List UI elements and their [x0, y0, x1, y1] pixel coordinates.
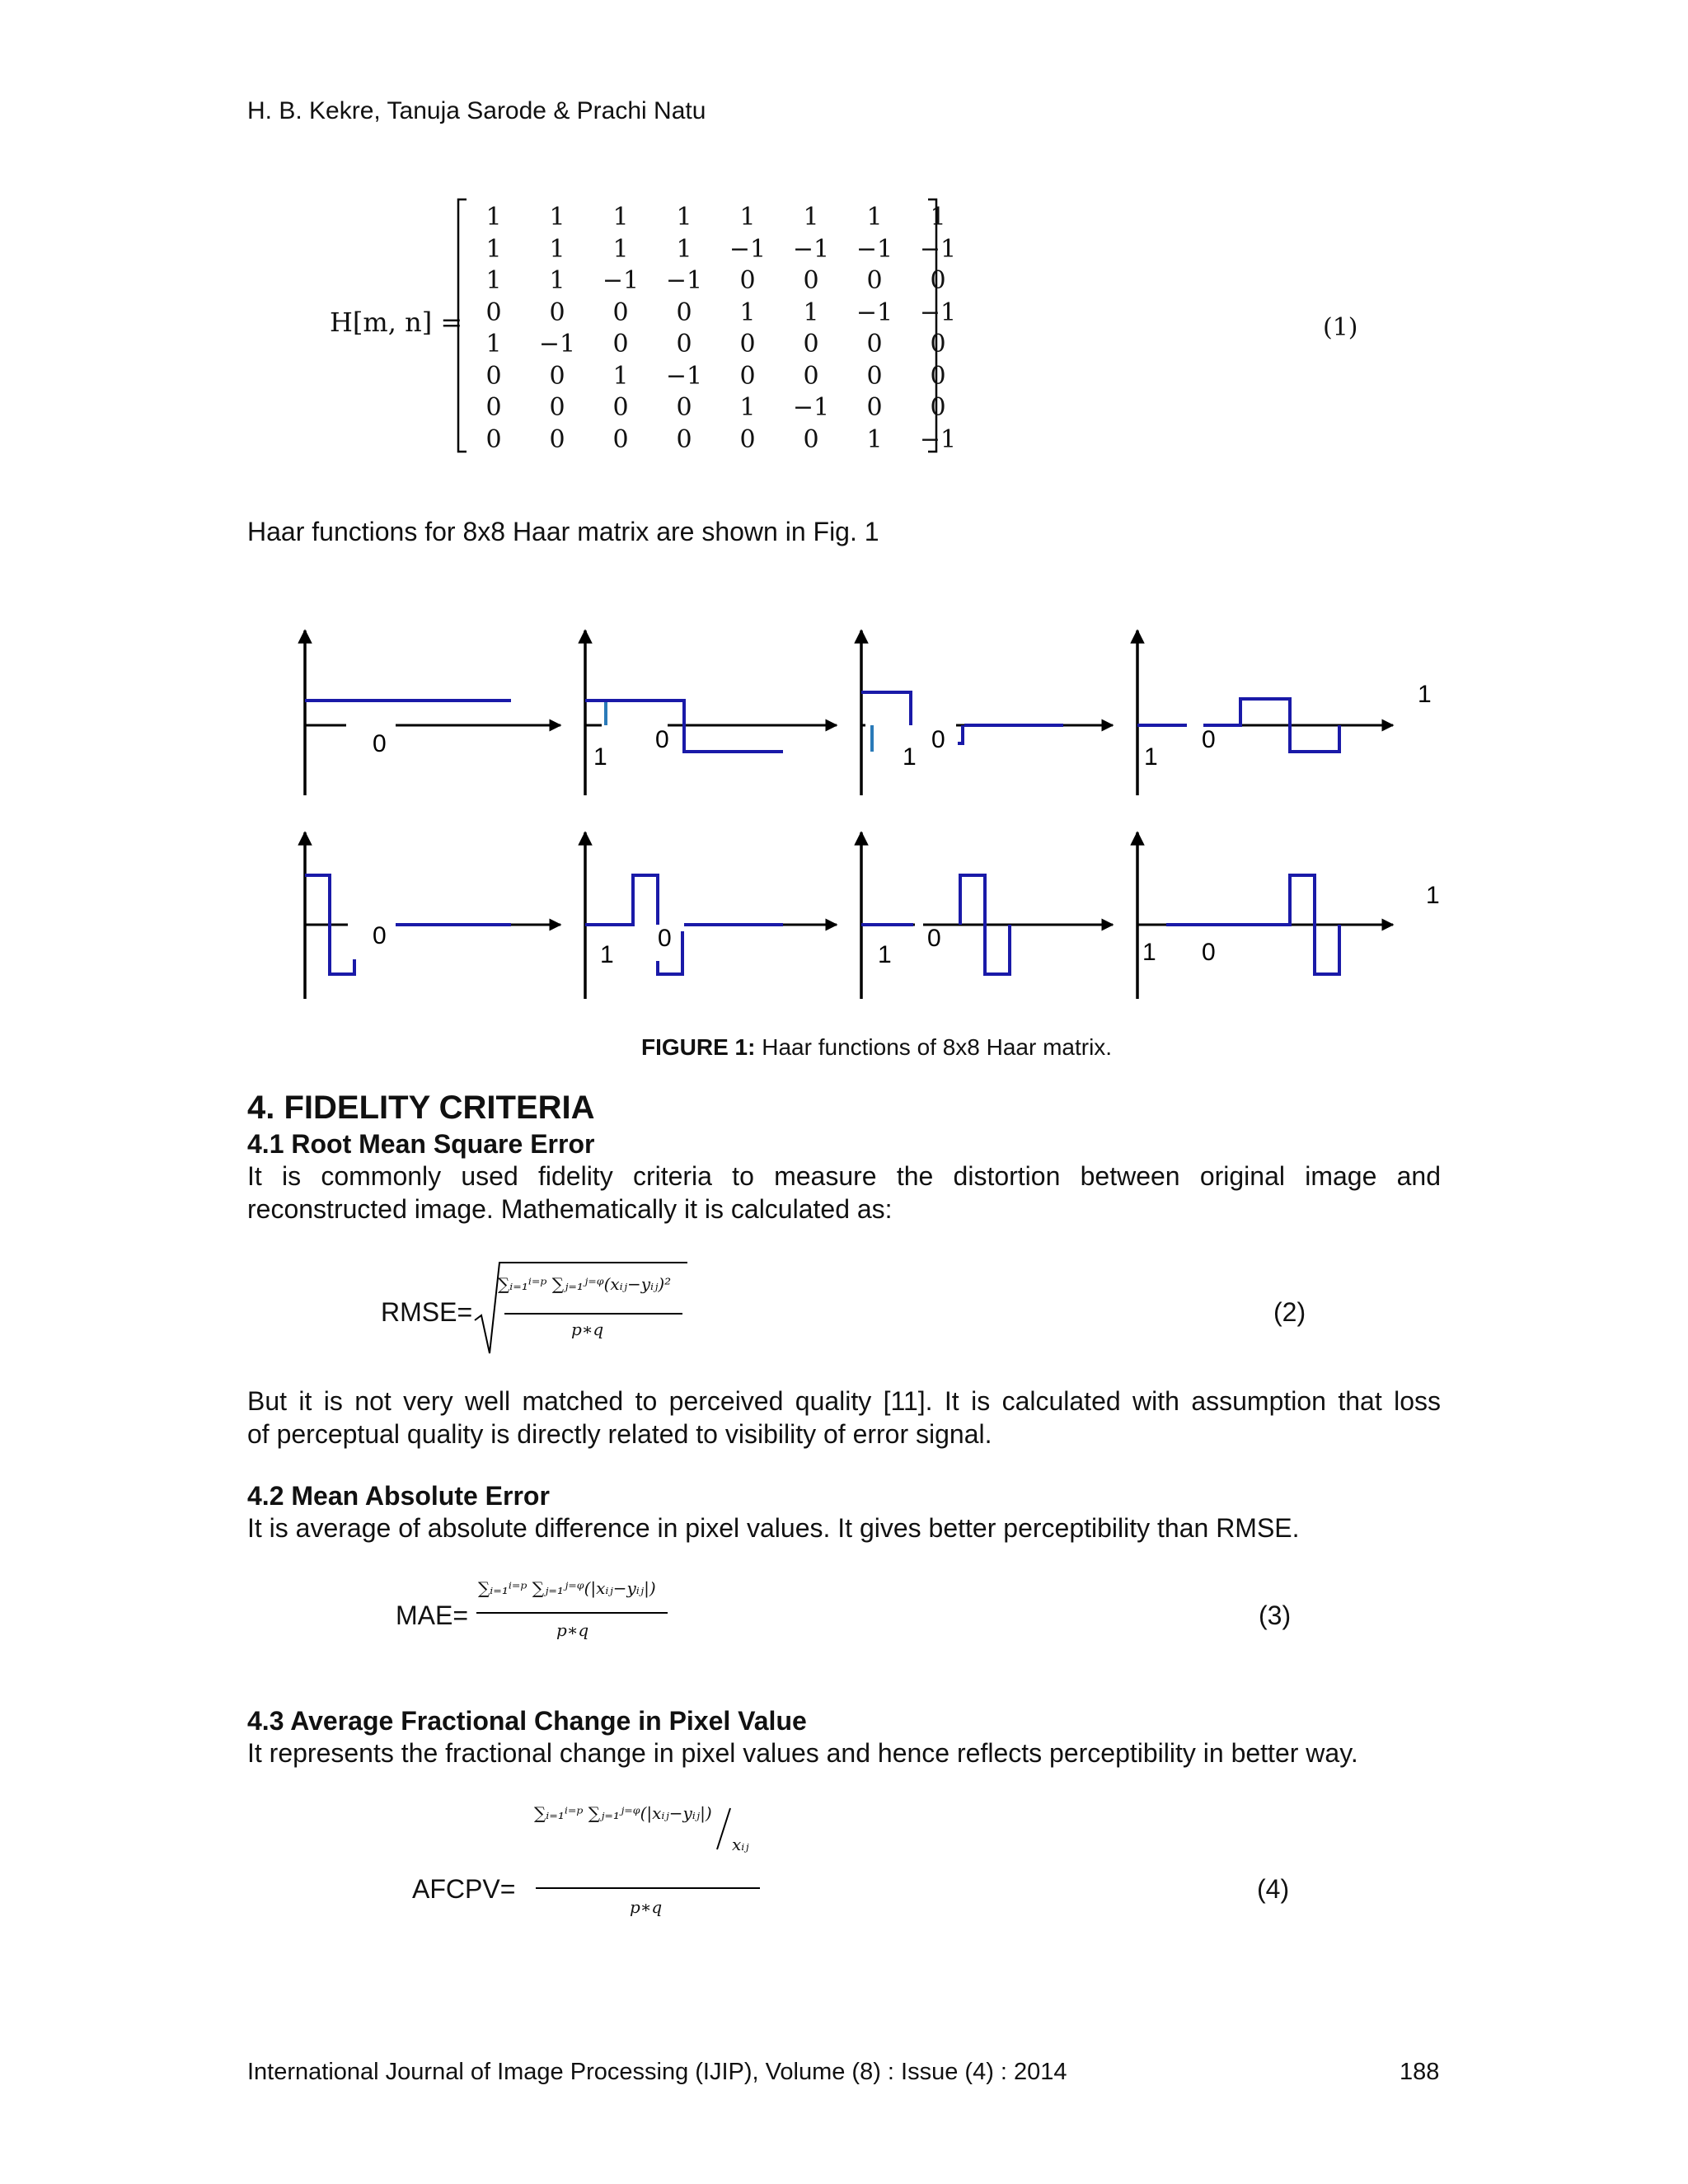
- label-p2-1: 1: [593, 743, 607, 771]
- matrix-cell: 0: [612, 298, 629, 327]
- rmse-paragraph-line2: reconstructed image. Mathematically it is calculated as:: [247, 1194, 893, 1224]
- matrix-grid: [471, 203, 957, 454]
- matrix-cell: 0: [739, 424, 756, 454]
- running-header: H. B. Kekre, Tanuja Sarode & Prachi Natu: [247, 97, 706, 124]
- matrix-cell: 0: [930, 393, 946, 422]
- matrix-cell: 1: [612, 361, 629, 391]
- figure-caption-label: FIGURE 1:: [641, 1034, 756, 1060]
- haar-functions-figure: [288, 618, 1442, 1014]
- rmse-heading: 4.1 Root Mean Square Error: [247, 1129, 595, 1159]
- matrix-cell: 0: [485, 424, 502, 454]
- rmse-paragraph-line1: It is commonly used fidelity criteria to measure the distortion between original image and: [247, 1161, 1441, 1191]
- matrix-cell: 0: [739, 330, 756, 359]
- matrix-cell: −1: [602, 266, 640, 295]
- label-p1-0: 0: [373, 730, 387, 757]
- matrix-cell: 1: [676, 234, 692, 264]
- haar-matrix-equation: [330, 198, 956, 453]
- afcpv-fraction-bar: [536, 1886, 763, 1890]
- matrix-cell: 0: [803, 266, 819, 295]
- rmse-denominator: p∗q: [571, 1319, 604, 1339]
- label-p8-0: 0: [1202, 939, 1216, 966]
- matrix-cell: 1: [549, 266, 565, 295]
- matrix-cell: 0: [549, 361, 565, 391]
- equation-number-3: (3): [1259, 1601, 1292, 1630]
- matrix-cell: 0: [612, 424, 629, 454]
- matrix-cell: 1: [549, 203, 565, 232]
- label-p4-0: 0: [1202, 726, 1216, 753]
- equation-number-4: (4): [1257, 1874, 1290, 1904]
- label-p3-0: 0: [931, 726, 945, 753]
- haar-panel-2: [585, 630, 837, 795]
- label-p2-0: 0: [655, 726, 669, 753]
- matrix-cell: −1: [729, 234, 767, 264]
- matrix-cell: 1: [930, 203, 946, 232]
- mae-label: MAE=: [396, 1601, 469, 1630]
- label-p4-r: 1: [1418, 681, 1432, 708]
- figure-caption-text: Haar functions of 8x8 Haar matrix.: [755, 1034, 1113, 1060]
- matrix-cell: 0: [485, 393, 502, 422]
- matrix-cell: 1: [866, 424, 883, 454]
- afcpv-label: AFCPV=: [412, 1874, 516, 1904]
- figure-intro-text: Haar functions for 8x8 Haar matrix are shown in Fig. 1: [247, 517, 879, 546]
- matrix-cell: 1: [612, 234, 629, 264]
- matrix-cell: 0: [739, 361, 756, 391]
- matrix-cell: 0: [549, 298, 565, 327]
- matrix-cell: 1: [485, 234, 502, 264]
- matrix-cell: 1: [803, 298, 819, 327]
- label-p3-1: 1: [903, 743, 917, 771]
- matrix-cell: 1: [739, 393, 756, 422]
- matrix-cell: 0: [866, 393, 883, 422]
- matrix-cell: 0: [612, 330, 629, 359]
- matrix-cell: 0: [739, 266, 756, 295]
- equation-number-1: (1): [1323, 313, 1358, 342]
- label-p8-r: 1: [1426, 882, 1440, 909]
- rmse-after-line2: of perceptual quality is directly related to visibility of error signal.: [247, 1419, 992, 1449]
- matrix-label: H[m, n] =: [330, 307, 463, 338]
- matrix-cell: 1: [485, 330, 502, 359]
- label-p5-0: 0: [373, 922, 387, 949]
- matrix-cell: 1: [485, 266, 502, 295]
- matrix-cell: 0: [676, 393, 692, 422]
- matrix-cell: −1: [665, 266, 703, 295]
- matrix-cell: −1: [792, 234, 830, 264]
- mae-paragraph: It is average of absolute difference in pixel values. It gives better perceptibility than RMSE.: [247, 1513, 1300, 1543]
- matrix-cell: −1: [919, 424, 957, 454]
- matrix-cell: 1: [866, 203, 883, 232]
- matrix-cell: 0: [549, 393, 565, 422]
- rmse-numerator: ∑ᵢ₌₁ⁱ⁼ᵖ ∑ⱼ₌₁ʲ⁼ᵠ(xᵢⱼ−yᵢⱼ)²: [498, 1274, 672, 1294]
- afcpv-paragraph: It represents the fractional change in pixel values and hence reflects perceptibility in better way.: [247, 1738, 1358, 1768]
- mae-numerator: ∑ᵢ₌₁ⁱ⁼ᵖ ∑ⱼ₌₁ʲ⁼ᵠ(|xᵢⱼ−yᵢⱼ|): [478, 1578, 656, 1598]
- afcpv-denominator: p∗q: [630, 1897, 663, 1917]
- matrix-cell: 0: [676, 330, 692, 359]
- haar-panel-7: [861, 832, 1113, 999]
- label-p8-1: 1: [1142, 939, 1156, 966]
- matrix-cell: −1: [856, 298, 893, 327]
- matrix-cell: 1: [549, 234, 565, 264]
- matrix-cell: 0: [866, 266, 883, 295]
- figure-caption: [641, 1034, 1112, 1061]
- haar-panel-8: [1137, 832, 1440, 999]
- section-heading: 4. FIDELITY CRITERIA: [247, 1090, 595, 1126]
- matrix-cell: 0: [485, 298, 502, 327]
- matrix-cell: 0: [676, 298, 692, 327]
- matrix-cell: −1: [665, 361, 703, 391]
- matrix-cell: 1: [739, 298, 756, 327]
- matrix-cell: 0: [866, 330, 883, 359]
- label-p6-1: 1: [600, 941, 614, 968]
- haar-panel-3: [861, 630, 1113, 795]
- label-p4-1: 1: [1144, 743, 1158, 771]
- label-p6-0: 0: [658, 925, 672, 952]
- haar-panel-6: [585, 832, 837, 999]
- mae-heading: 4.2 Mean Absolute Error: [247, 1481, 550, 1511]
- matrix-cell: 0: [930, 266, 946, 295]
- matrix-cell: 0: [930, 330, 946, 359]
- matrix-cell: 0: [485, 361, 502, 391]
- matrix-cell: 1: [485, 203, 502, 232]
- matrix-cell: −1: [792, 393, 830, 422]
- matrix-cell: 1: [612, 203, 629, 232]
- afcpv-numerator: ∑ᵢ₌₁ⁱ⁼ᵖ ∑ⱼ₌₁ʲ⁼ᵠ(|xᵢⱼ−yᵢⱼ|): [534, 1803, 712, 1823]
- mae-denominator: p∗q: [556, 1620, 589, 1640]
- label-p7-0: 0: [927, 925, 941, 952]
- matrix-cell: 0: [612, 393, 629, 422]
- rmse-after-line1: But it is not very well matched to perceived quality [11]. It is calculated with assumption that loss: [247, 1386, 1441, 1416]
- matrix-cell: 1: [803, 203, 819, 232]
- haar-panel-4: [1137, 630, 1432, 795]
- label-p7-1: 1: [878, 941, 892, 968]
- matrix-cell: 1: [676, 203, 692, 232]
- matrix-cell: −1: [538, 330, 576, 359]
- matrix-cell: 1: [739, 203, 756, 232]
- haar-panel-1: [305, 630, 560, 795]
- footer-page-number: 188: [1400, 2059, 1440, 2085]
- matrix-cell: −1: [856, 234, 893, 264]
- rmse-radical: [471, 1256, 694, 1355]
- matrix-cell: 0: [930, 361, 946, 391]
- afcpv-slash-denominator: xᵢⱼ: [732, 1835, 749, 1854]
- mae-fraction-bar: [476, 1611, 671, 1615]
- matrix-cell: −1: [919, 234, 957, 264]
- afcpv-heading: 4.3 Average Fractional Change in Pixel Value: [247, 1706, 807, 1736]
- matrix-cell: 0: [549, 424, 565, 454]
- matrix-cell: 0: [803, 361, 819, 391]
- matrix-cell: 0: [676, 424, 692, 454]
- footer-journal: International Journal of Image Processing (IJIP), Volume (8) : Issue (4) : 2014: [247, 2059, 1067, 2085]
- rmse-label: RMSE=: [381, 1297, 473, 1327]
- matrix-cell: 0: [866, 361, 883, 391]
- matrix-cell: 0: [803, 424, 819, 454]
- matrix-cell: 0: [803, 330, 819, 359]
- equation-number-2: (2): [1273, 1297, 1306, 1327]
- afcpv-slash: [714, 1805, 734, 1854]
- haar-panel-5: [305, 832, 560, 999]
- matrix-cell: −1: [919, 298, 957, 327]
